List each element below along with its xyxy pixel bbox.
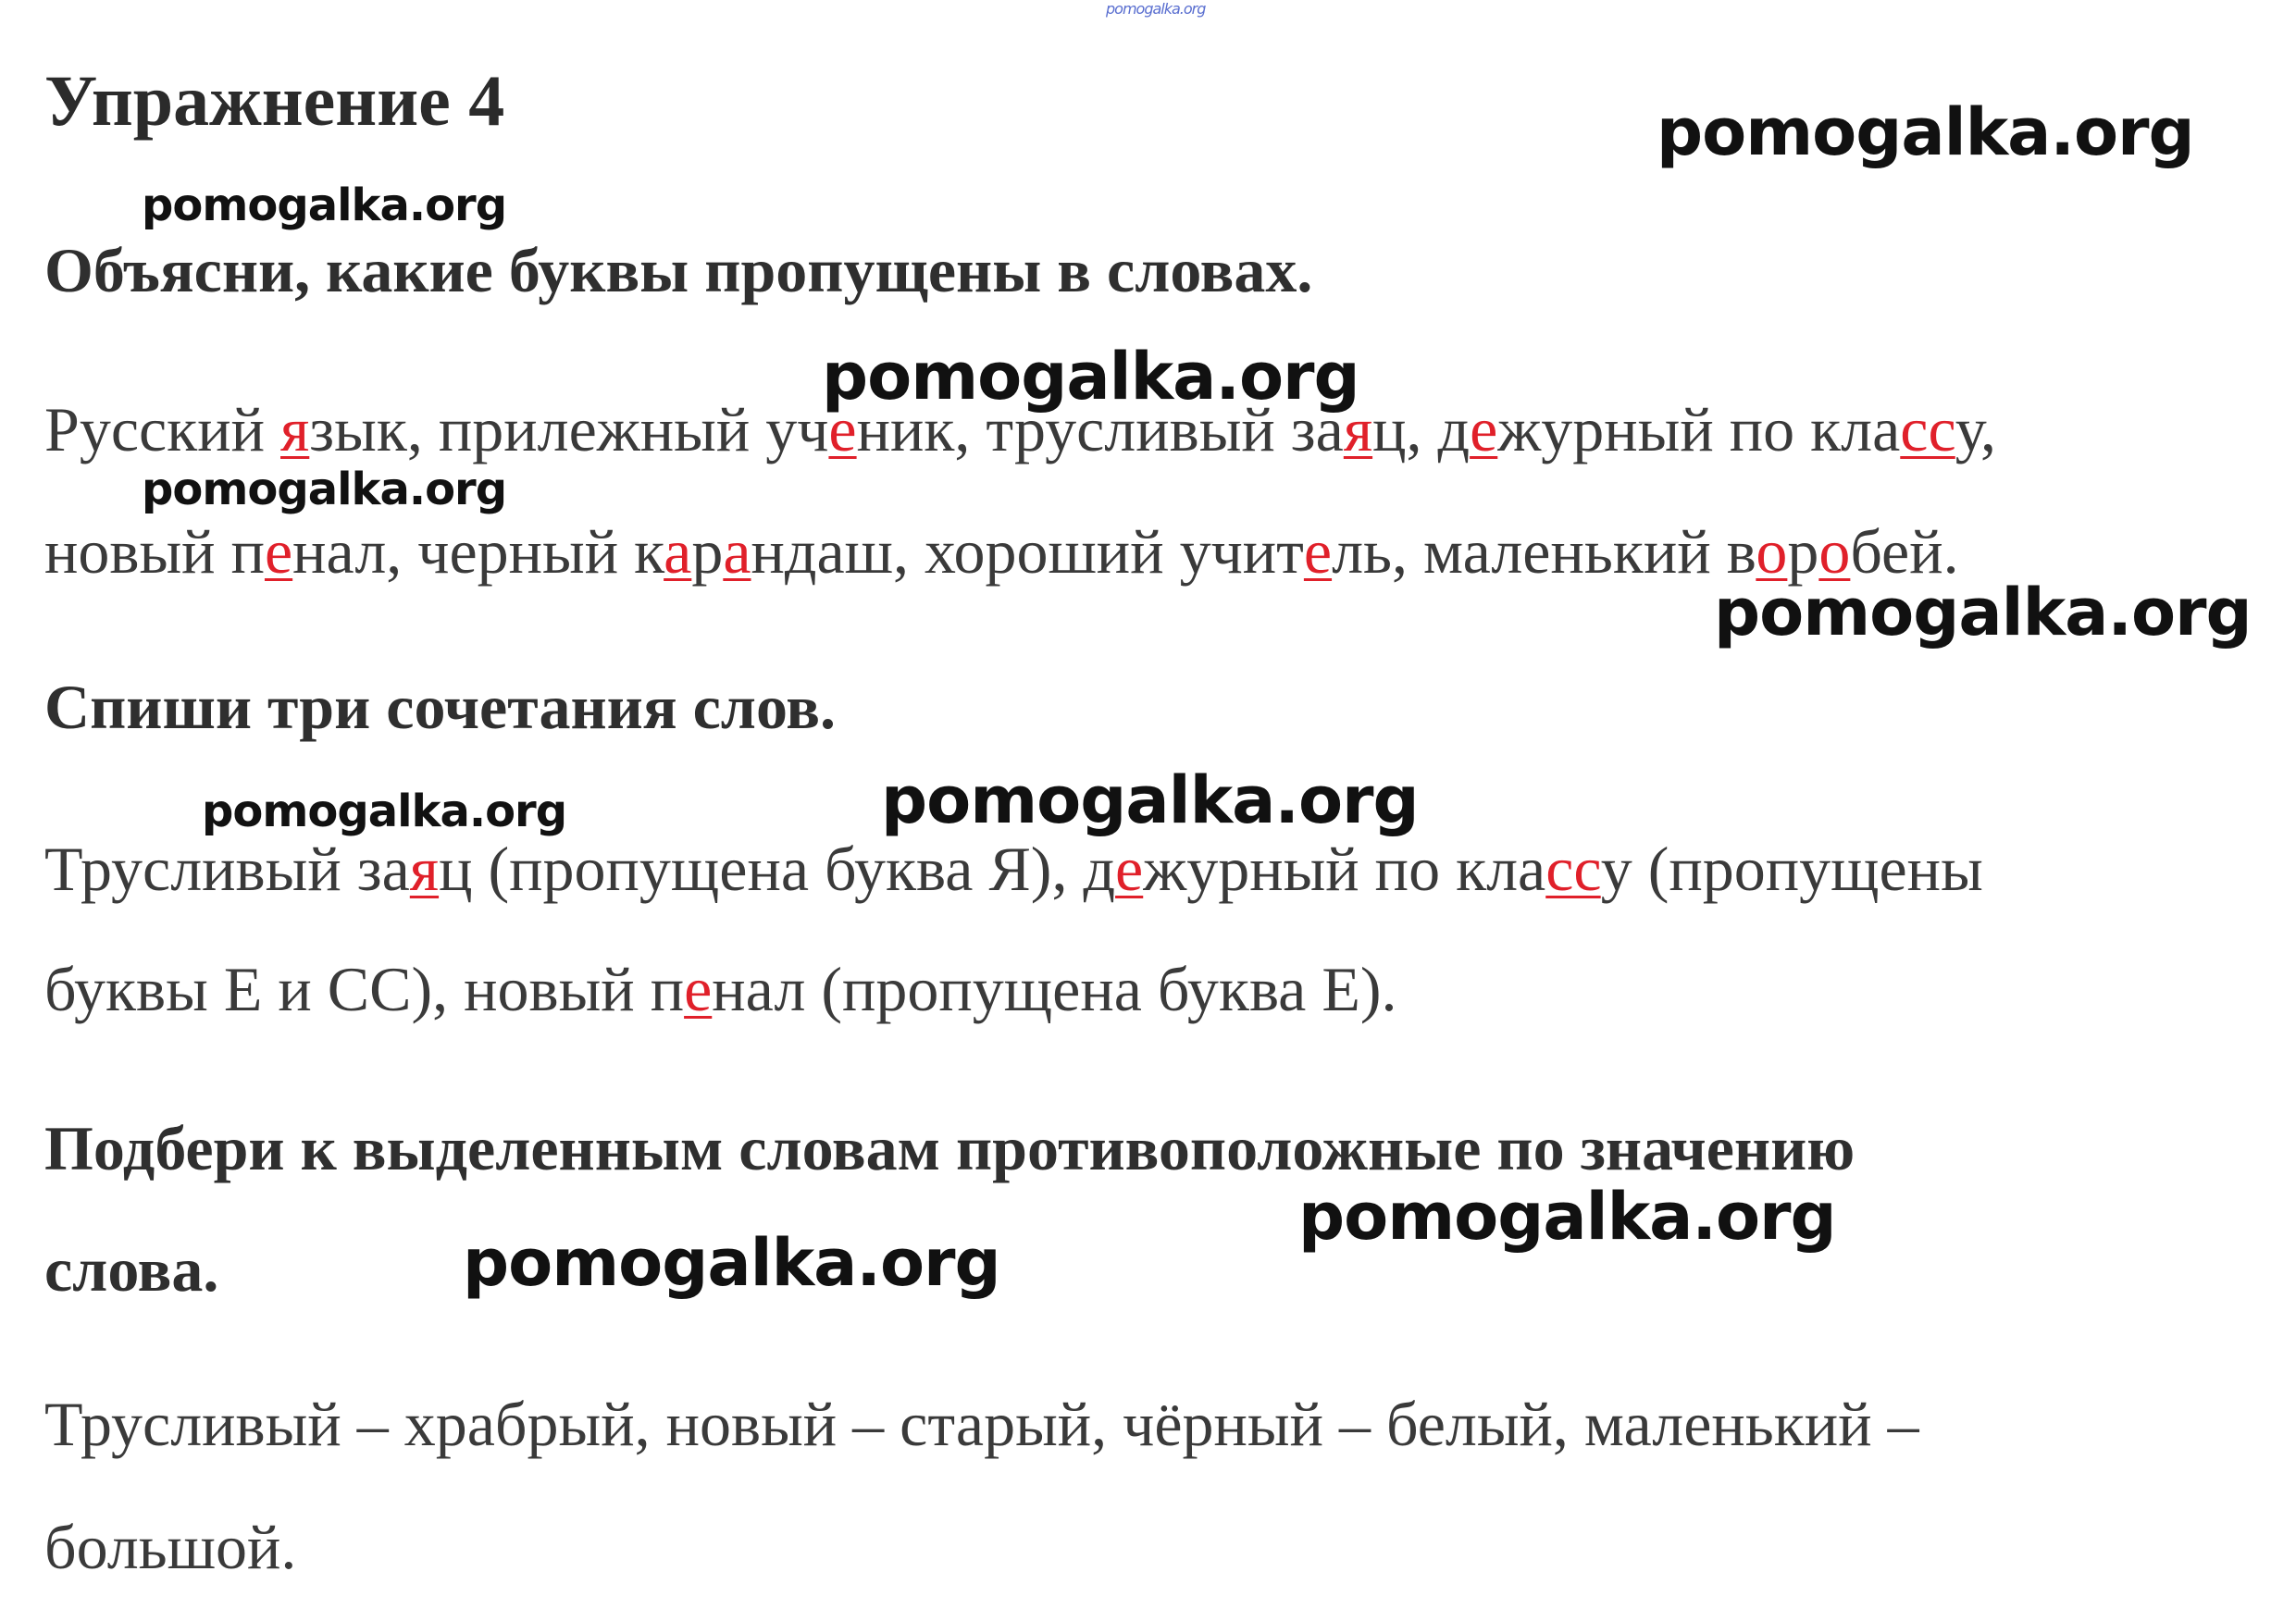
task-1-heading: Объясни, какие буквы пропущены в словах. — [44, 235, 1313, 305]
page-title: Упражнение 4 — [44, 60, 505, 141]
task-1-text-line-1 — [44, 394, 1996, 464]
task-3-heading-line-1: Подбери к выделенным словам противоположные по значению — [44, 1113, 1855, 1183]
missing-letter: сс — [1545, 834, 1601, 904]
missing-letter: е — [264, 516, 293, 587]
watermark: pomogalka.org — [463, 1225, 1000, 1301]
missing-letter: я — [280, 394, 310, 464]
watermark: pomogalka.org — [1714, 575, 2252, 650]
text-segment: ц (пропущена буква Я), д — [439, 834, 1116, 904]
missing-letter: е — [828, 394, 857, 464]
text-segment: у, — [1955, 394, 1996, 464]
text-segment: журный по кла — [1497, 394, 1901, 464]
task-1-text-line-2 — [44, 516, 1959, 587]
missing-letter: е — [684, 954, 713, 1024]
text-segment: Русский — [44, 394, 280, 464]
text-segment: бей. — [1850, 516, 1959, 587]
text-segment: ц, д — [1372, 394, 1471, 464]
watermark: pomogalka.org — [881, 762, 1419, 838]
watermark: pomogalka.org — [202, 786, 567, 837]
text-segment: у (пропущены — [1600, 834, 1983, 904]
text-segment: буквы Е и СС), новый п — [44, 954, 685, 1024]
task-3-answer-line-2: большой. — [44, 1512, 297, 1582]
watermark: pomogalka.org — [142, 464, 507, 515]
task-3-heading-line-2: слова. — [44, 1234, 219, 1305]
text-segment: новый п — [44, 516, 265, 587]
missing-letter: е — [1303, 516, 1333, 587]
task-3-answer-line-1: Трусливый – храбрый, новый – старый, чёрный – белый, маленький – — [44, 1389, 1919, 1459]
text-segment: р — [1787, 516, 1819, 587]
missing-letter: е — [1115, 834, 1144, 904]
text-segment: ндаш, хороший учит — [751, 516, 1304, 587]
watermark: pomogalka.org — [1657, 94, 2194, 170]
text-segment: ник, трусливый за — [856, 394, 1344, 464]
text-segment: Трусливый за — [44, 834, 410, 904]
missing-letter: о — [1818, 516, 1851, 587]
text-segment: ль, маленький в — [1332, 516, 1756, 587]
missing-letter: я — [1343, 394, 1373, 464]
watermark: pomogalka.org — [142, 179, 507, 231]
task-2-text-line-1 — [44, 834, 1983, 904]
text-segment: журный по кла — [1143, 834, 1546, 904]
watermark: pomogalka.org — [822, 339, 1359, 415]
text-segment: нал, черный к — [292, 516, 664, 587]
watermark-top-tiny: pomogalka.org — [1106, 0, 1206, 18]
watermark: pomogalka.org — [1298, 1179, 1836, 1255]
missing-letter: а — [664, 516, 692, 587]
text-segment: р — [691, 516, 724, 587]
missing-letter: е — [1470, 394, 1498, 464]
missing-letter: я — [409, 834, 440, 904]
text-segment: нал (пропущена буква Е). — [712, 954, 1397, 1024]
text-segment: зык, прилежный уч — [309, 394, 829, 464]
missing-letter: сс — [1900, 394, 1955, 464]
task-2-heading: Спиши три сочетания слов. — [44, 672, 836, 742]
missing-letter: а — [723, 516, 751, 587]
task-2-text-line-2 — [44, 954, 1397, 1024]
missing-letter: о — [1756, 516, 1788, 587]
